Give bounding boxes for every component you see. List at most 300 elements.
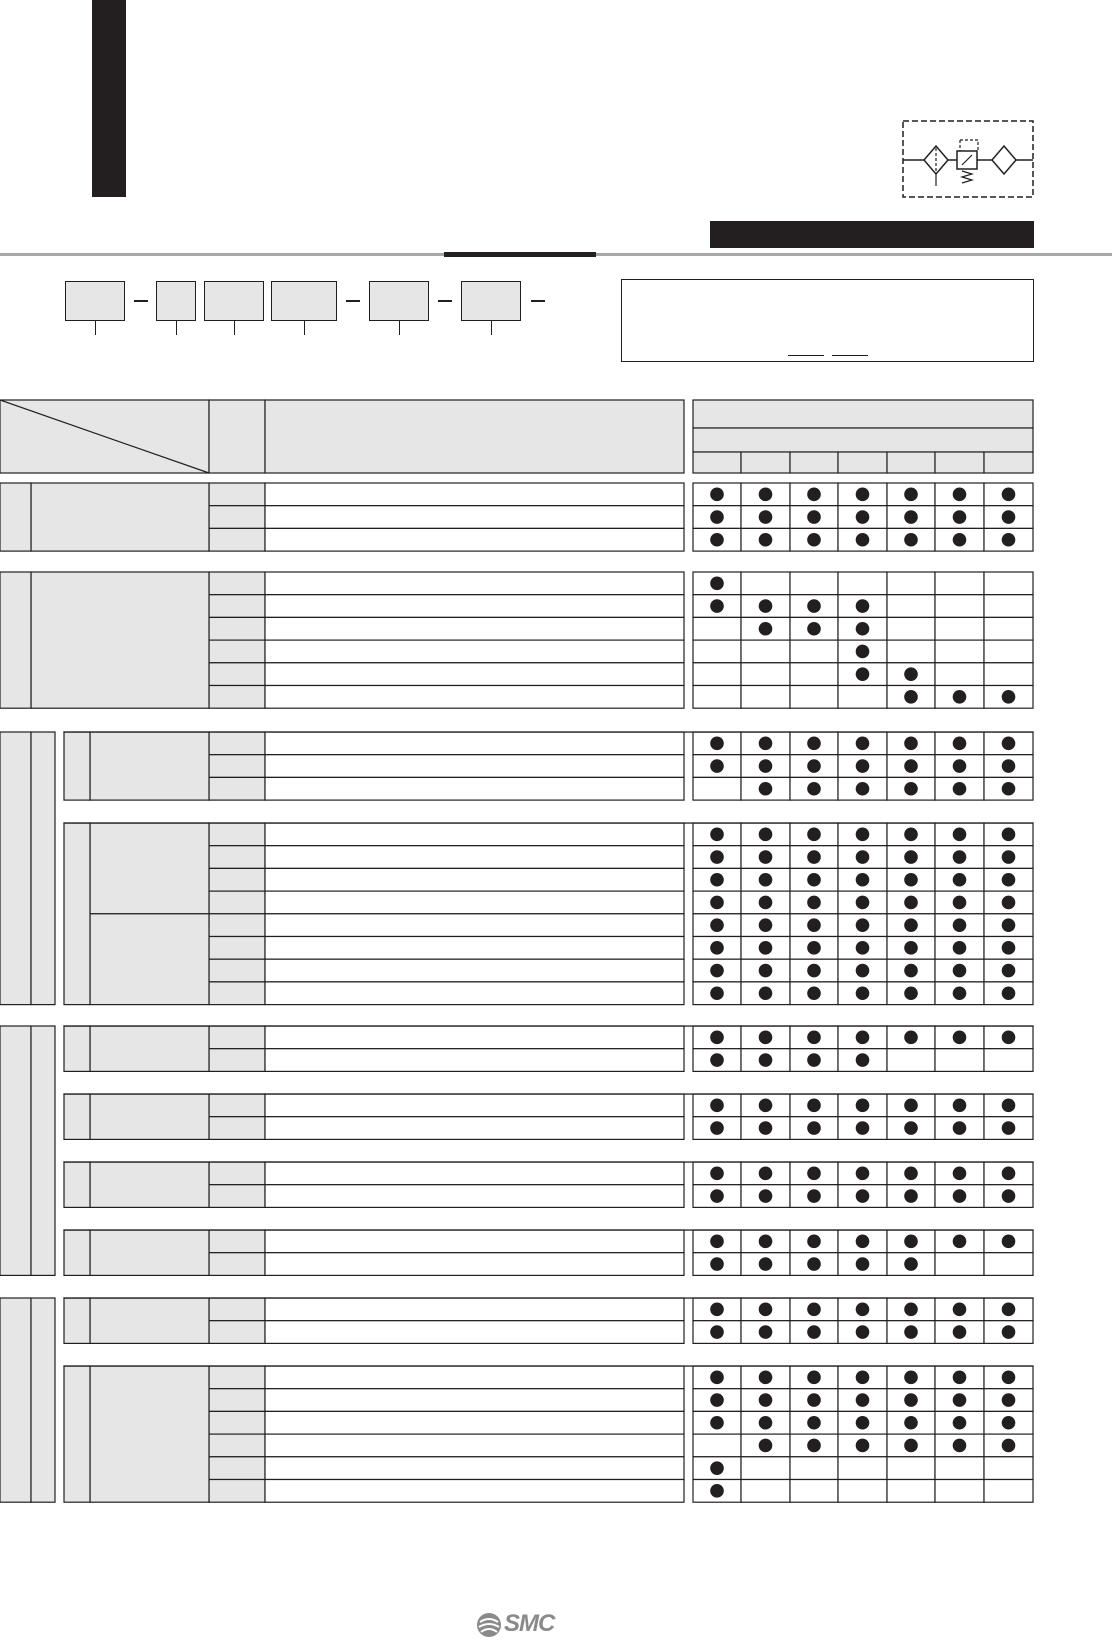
filled-circle-icon — [759, 1053, 773, 1067]
option-code-cell — [209, 1117, 265, 1140]
filled-circle-icon — [710, 488, 724, 502]
table-header-code — [209, 400, 265, 473]
filled-circle-icon — [807, 1099, 821, 1113]
option-code-cell — [209, 1480, 265, 1503]
filled-circle-icon — [856, 782, 870, 796]
filled-circle-icon — [759, 782, 773, 796]
filled-circle-icon — [710, 1393, 724, 1407]
filled-circle-icon — [856, 1031, 870, 1045]
model-availability-cell — [790, 1480, 838, 1503]
option-description-cell — [265, 1366, 684, 1389]
model-availability-cell — [790, 640, 838, 663]
option-code-cell — [209, 846, 265, 869]
option-label-cell — [31, 572, 209, 708]
filled-circle-icon — [759, 1371, 773, 1385]
option-description-cell — [265, 891, 684, 914]
option-subcategory-cell — [31, 732, 55, 1005]
filled-circle-icon — [807, 759, 821, 773]
option-description-cell — [265, 823, 684, 846]
filled-circle-icon — [1002, 1393, 1016, 1407]
model-availability-cell — [935, 1253, 984, 1276]
filled-circle-icon — [1002, 1416, 1016, 1430]
filled-circle-icon — [759, 1257, 773, 1271]
filled-circle-icon — [807, 782, 821, 796]
table-header-model-col — [741, 452, 790, 473]
filled-circle-icon — [953, 759, 967, 773]
filled-circle-icon — [904, 1303, 918, 1317]
filled-circle-icon — [807, 941, 821, 955]
option-label-cell — [90, 732, 209, 800]
model-availability-cell — [984, 1253, 1033, 1276]
option-description-cell — [265, 686, 684, 709]
filled-circle-icon — [710, 986, 724, 1000]
option-description-cell — [265, 1480, 684, 1503]
filled-circle-icon — [710, 510, 724, 524]
option-description-cell — [265, 483, 684, 506]
filled-circle-icon — [856, 599, 870, 613]
filled-circle-icon — [856, 964, 870, 978]
filled-circle-icon — [807, 918, 821, 932]
filled-circle-icon — [904, 1121, 918, 1135]
model-availability-cell — [838, 1457, 887, 1480]
model-availability-cell — [887, 1480, 935, 1503]
filled-circle-icon — [710, 941, 724, 955]
filled-circle-icon — [807, 1416, 821, 1430]
filled-circle-icon — [856, 1325, 870, 1339]
option-code-cell — [209, 755, 265, 778]
filled-circle-icon — [759, 1325, 773, 1339]
model-availability-cell — [935, 663, 984, 686]
option-description-cell — [265, 1298, 684, 1321]
option-description-cell — [265, 1117, 684, 1140]
filled-circle-icon — [1002, 896, 1016, 910]
table-header-model-col — [838, 452, 887, 473]
filled-circle-icon — [1002, 1031, 1016, 1045]
option-label-cell — [90, 1298, 209, 1343]
filled-circle-icon — [953, 533, 967, 547]
filled-circle-icon — [953, 1439, 967, 1453]
filled-circle-icon — [856, 1121, 870, 1135]
model-availability-cell — [984, 572, 1033, 595]
filled-circle-icon — [904, 1235, 918, 1249]
filled-circle-icon — [759, 964, 773, 978]
option-code-cell — [209, 1411, 265, 1434]
filled-circle-icon — [856, 1257, 870, 1271]
filled-circle-icon — [856, 896, 870, 910]
option-code-cell — [209, 663, 265, 686]
filled-circle-icon — [1002, 1099, 1016, 1113]
filled-circle-icon — [904, 1167, 918, 1181]
filled-circle-icon — [807, 1235, 821, 1249]
filled-circle-icon — [710, 828, 724, 842]
filled-circle-icon — [807, 1303, 821, 1317]
filled-circle-icon — [856, 1393, 870, 1407]
filled-circle-icon — [710, 577, 724, 591]
filled-circle-icon — [904, 782, 918, 796]
filled-circle-icon — [710, 759, 724, 773]
option-level-cell — [64, 823, 90, 1005]
filled-circle-icon — [807, 1053, 821, 1067]
filled-circle-icon — [953, 1235, 967, 1249]
filled-circle-icon — [953, 918, 967, 932]
filled-circle-icon — [904, 873, 918, 887]
filled-circle-icon — [759, 510, 773, 524]
option-description-cell — [265, 777, 684, 800]
model-availability-cell — [741, 663, 790, 686]
model-availability-cell — [887, 640, 935, 663]
table-header-model-col — [935, 452, 984, 473]
filled-circle-icon — [953, 828, 967, 842]
model-availability-cell — [790, 686, 838, 709]
filled-circle-icon — [904, 510, 918, 524]
filled-circle-icon — [710, 873, 724, 887]
option-code-cell — [209, 640, 265, 663]
filled-circle-icon — [856, 1371, 870, 1385]
model-availability-cell — [887, 572, 935, 595]
filled-circle-icon — [953, 488, 967, 502]
filled-circle-icon — [856, 737, 870, 751]
filled-circle-icon — [759, 941, 773, 955]
option-subcategory-cell — [31, 1026, 55, 1275]
filled-circle-icon — [807, 828, 821, 842]
filled-circle-icon — [1002, 918, 1016, 932]
filled-circle-icon — [710, 1257, 724, 1271]
option-description-cell — [265, 663, 684, 686]
model-availability-cell — [935, 1480, 984, 1503]
filled-circle-icon — [904, 986, 918, 1000]
filled-circle-icon — [710, 737, 724, 751]
option-code-cell — [209, 823, 265, 846]
filled-circle-icon — [856, 1303, 870, 1317]
option-level-cell — [64, 732, 90, 800]
option-code-cell — [209, 1094, 265, 1117]
filled-circle-icon — [904, 488, 918, 502]
filled-circle-icon — [1002, 850, 1016, 864]
filled-circle-icon — [807, 1031, 821, 1045]
option-category-cell — [0, 572, 31, 708]
filled-circle-icon — [1002, 690, 1016, 704]
filled-circle-icon — [710, 599, 724, 613]
table-header-model-col — [790, 452, 838, 473]
model-availability-cell — [693, 777, 741, 800]
option-description-cell — [265, 846, 684, 869]
filled-circle-icon — [759, 737, 773, 751]
filled-circle-icon — [759, 850, 773, 864]
filled-circle-icon — [710, 1461, 724, 1475]
option-category-cell — [0, 1298, 31, 1502]
option-description-cell — [265, 1230, 684, 1253]
option-description-cell — [265, 1457, 684, 1480]
option-description-cell — [265, 506, 684, 529]
filled-circle-icon — [710, 918, 724, 932]
filled-circle-icon — [856, 622, 870, 636]
filled-circle-icon — [904, 1031, 918, 1045]
filled-circle-icon — [1002, 1167, 1016, 1181]
model-availability-cell — [935, 595, 984, 618]
option-code-cell — [209, 937, 265, 960]
filled-circle-icon — [759, 1416, 773, 1430]
filled-circle-icon — [807, 1167, 821, 1181]
filled-circle-icon — [710, 1031, 724, 1045]
option-description-cell — [265, 617, 684, 640]
model-availability-cell — [693, 617, 741, 640]
option-description-cell — [265, 1389, 684, 1412]
model-availability-cell — [741, 1480, 790, 1503]
filled-circle-icon — [856, 850, 870, 864]
filled-circle-icon — [953, 1325, 967, 1339]
filled-circle-icon — [807, 873, 821, 887]
model-availability-cell — [838, 572, 887, 595]
option-code-cell — [209, 959, 265, 982]
filled-circle-icon — [1002, 1121, 1016, 1135]
option-description-cell — [265, 914, 684, 937]
option-level-cell — [64, 1366, 90, 1502]
option-description-cell — [265, 1185, 684, 1208]
option-code-cell — [209, 528, 265, 551]
option-description-cell — [265, 1411, 684, 1434]
filled-circle-icon — [856, 1416, 870, 1430]
option-level-cell — [64, 1298, 90, 1343]
filled-circle-icon — [953, 782, 967, 796]
filled-circle-icon — [1002, 510, 1016, 524]
option-code-cell — [209, 686, 265, 709]
model-availability-cell — [693, 663, 741, 686]
filled-circle-icon — [710, 1484, 724, 1498]
filled-circle-icon — [759, 599, 773, 613]
filled-circle-icon — [856, 645, 870, 659]
filled-circle-icon — [904, 1439, 918, 1453]
smc-logo-icon — [476, 1612, 560, 1638]
filled-circle-icon — [710, 1235, 724, 1249]
option-code-cell — [209, 1321, 265, 1344]
model-availability-cell — [935, 617, 984, 640]
filled-circle-icon — [710, 1371, 724, 1385]
filled-circle-icon — [759, 1235, 773, 1249]
filled-circle-icon — [953, 986, 967, 1000]
option-description-cell — [265, 572, 684, 595]
filled-circle-icon — [856, 510, 870, 524]
filled-circle-icon — [904, 941, 918, 955]
option-description-cell — [265, 1094, 684, 1117]
option-code-cell — [209, 982, 265, 1005]
option-label-cell — [90, 1026, 209, 1071]
model-availability-cell — [984, 595, 1033, 618]
option-description-cell — [265, 959, 684, 982]
filled-circle-icon — [953, 1099, 967, 1113]
model-availability-cell — [935, 1049, 984, 1072]
filled-circle-icon — [904, 828, 918, 842]
filled-circle-icon — [710, 1053, 724, 1067]
filled-circle-icon — [1002, 533, 1016, 547]
option-label-cell — [90, 1366, 209, 1502]
filled-circle-icon — [953, 873, 967, 887]
model-availability-cell — [984, 617, 1033, 640]
option-description-cell — [265, 1434, 684, 1457]
filled-circle-icon — [807, 488, 821, 502]
option-code-cell — [209, 777, 265, 800]
filled-circle-icon — [807, 599, 821, 613]
model-availability-cell — [741, 640, 790, 663]
filled-circle-icon — [1002, 1189, 1016, 1203]
model-availability-cell — [935, 640, 984, 663]
filled-circle-icon — [710, 1189, 724, 1203]
filled-circle-icon — [807, 850, 821, 864]
filled-circle-icon — [953, 1031, 967, 1045]
option-code-cell — [209, 1298, 265, 1321]
filled-circle-icon — [904, 1189, 918, 1203]
filled-circle-icon — [759, 828, 773, 842]
table-header-model-subtitle — [693, 428, 1033, 452]
option-code-cell — [209, 1049, 265, 1072]
option-label-cell — [90, 1230, 209, 1275]
filled-circle-icon — [953, 941, 967, 955]
option-code-cell — [209, 572, 265, 595]
filled-circle-icon — [856, 941, 870, 955]
option-description-cell — [265, 595, 684, 618]
option-label-cell — [90, 1162, 209, 1207]
model-availability-cell — [790, 1457, 838, 1480]
filled-circle-icon — [856, 1189, 870, 1203]
filled-circle-icon — [904, 1371, 918, 1385]
filled-circle-icon — [759, 1167, 773, 1181]
table-header-model-col — [693, 452, 741, 473]
filled-circle-icon — [759, 1121, 773, 1135]
option-code-cell — [209, 1457, 265, 1480]
filled-circle-icon — [904, 1416, 918, 1430]
filled-circle-icon — [1002, 737, 1016, 751]
filled-circle-icon — [953, 850, 967, 864]
option-description-cell — [265, 937, 684, 960]
filled-circle-icon — [710, 896, 724, 910]
filled-circle-icon — [904, 896, 918, 910]
model-availability-cell — [887, 595, 935, 618]
option-level-cell — [64, 1162, 90, 1207]
filled-circle-icon — [953, 1121, 967, 1135]
option-label-cell — [31, 483, 209, 551]
table-header-description — [265, 400, 684, 473]
option-level-cell — [64, 1026, 90, 1071]
filled-circle-icon — [904, 1325, 918, 1339]
filled-circle-icon — [807, 1439, 821, 1453]
option-description-cell — [265, 1162, 684, 1185]
filled-circle-icon — [759, 1439, 773, 1453]
option-code-cell — [209, 1230, 265, 1253]
filled-circle-icon — [856, 1053, 870, 1067]
filled-circle-icon — [856, 918, 870, 932]
model-availability-cell — [741, 1457, 790, 1480]
option-code-cell — [209, 506, 265, 529]
filled-circle-icon — [710, 1121, 724, 1135]
model-availability-cell — [693, 1434, 741, 1457]
filled-circle-icon — [953, 964, 967, 978]
model-availability-cell — [741, 572, 790, 595]
option-description-cell — [265, 868, 684, 891]
filled-circle-icon — [759, 533, 773, 547]
filled-circle-icon — [710, 1167, 724, 1181]
model-availability-cell — [887, 1049, 935, 1072]
filled-circle-icon — [807, 964, 821, 978]
filled-circle-icon — [856, 759, 870, 773]
filled-circle-icon — [1002, 759, 1016, 773]
filled-circle-icon — [759, 1303, 773, 1317]
option-label-cell — [90, 823, 209, 914]
filled-circle-icon — [710, 1325, 724, 1339]
filled-circle-icon — [710, 533, 724, 547]
option-code-cell — [209, 595, 265, 618]
filled-circle-icon — [1002, 986, 1016, 1000]
option-code-cell — [209, 1253, 265, 1276]
filled-circle-icon — [904, 737, 918, 751]
model-availability-cell — [838, 686, 887, 709]
filled-circle-icon — [856, 1167, 870, 1181]
option-code-cell — [209, 1434, 265, 1457]
option-code-cell — [209, 483, 265, 506]
filled-circle-icon — [953, 896, 967, 910]
model-availability-cell — [838, 1480, 887, 1503]
filled-circle-icon — [904, 850, 918, 864]
filled-circle-icon — [904, 690, 918, 704]
filled-circle-icon — [759, 488, 773, 502]
option-category-cell — [0, 1026, 31, 1275]
model-availability-cell — [935, 1457, 984, 1480]
option-code-cell — [209, 1389, 265, 1412]
option-code-cell — [209, 1026, 265, 1049]
model-availability-cell — [790, 572, 838, 595]
model-availability-cell — [984, 1480, 1033, 1503]
option-category-cell — [0, 483, 31, 551]
filled-circle-icon — [807, 510, 821, 524]
option-description-cell — [265, 1026, 684, 1049]
model-availability-cell — [790, 663, 838, 686]
filled-circle-icon — [1002, 828, 1016, 842]
table-header-model-col — [984, 452, 1033, 473]
filled-circle-icon — [1002, 488, 1016, 502]
option-code-cell — [209, 1162, 265, 1185]
option-code-cell — [209, 914, 265, 937]
model-availability-cell — [984, 663, 1033, 686]
option-description-cell — [265, 1253, 684, 1276]
option-description-cell — [265, 528, 684, 551]
filled-circle-icon — [759, 873, 773, 887]
filled-circle-icon — [904, 1099, 918, 1113]
filled-circle-icon — [856, 1439, 870, 1453]
filled-circle-icon — [1002, 1371, 1016, 1385]
filled-circle-icon — [1002, 941, 1016, 955]
filled-circle-icon — [856, 828, 870, 842]
model-availability-cell — [984, 1457, 1033, 1480]
filled-circle-icon — [807, 533, 821, 547]
filled-circle-icon — [807, 1371, 821, 1385]
table-header-model-col — [887, 452, 935, 473]
filled-circle-icon — [807, 1257, 821, 1271]
option-description-cell — [265, 640, 684, 663]
filled-circle-icon — [1002, 1325, 1016, 1339]
filled-circle-icon — [807, 986, 821, 1000]
filled-circle-icon — [1002, 1235, 1016, 1249]
option-level-cell — [64, 1230, 90, 1275]
brand-name: SMC — [504, 1610, 555, 1637]
filled-circle-icon — [807, 1189, 821, 1203]
filled-circle-icon — [1002, 1439, 1016, 1453]
filled-circle-icon — [904, 759, 918, 773]
filled-circle-icon — [953, 1416, 967, 1430]
filled-circle-icon — [904, 918, 918, 932]
model-availability-cell — [984, 1049, 1033, 1072]
filled-circle-icon — [759, 896, 773, 910]
table-header-model-title — [693, 400, 1033, 428]
filled-circle-icon — [1002, 873, 1016, 887]
filled-circle-icon — [856, 873, 870, 887]
